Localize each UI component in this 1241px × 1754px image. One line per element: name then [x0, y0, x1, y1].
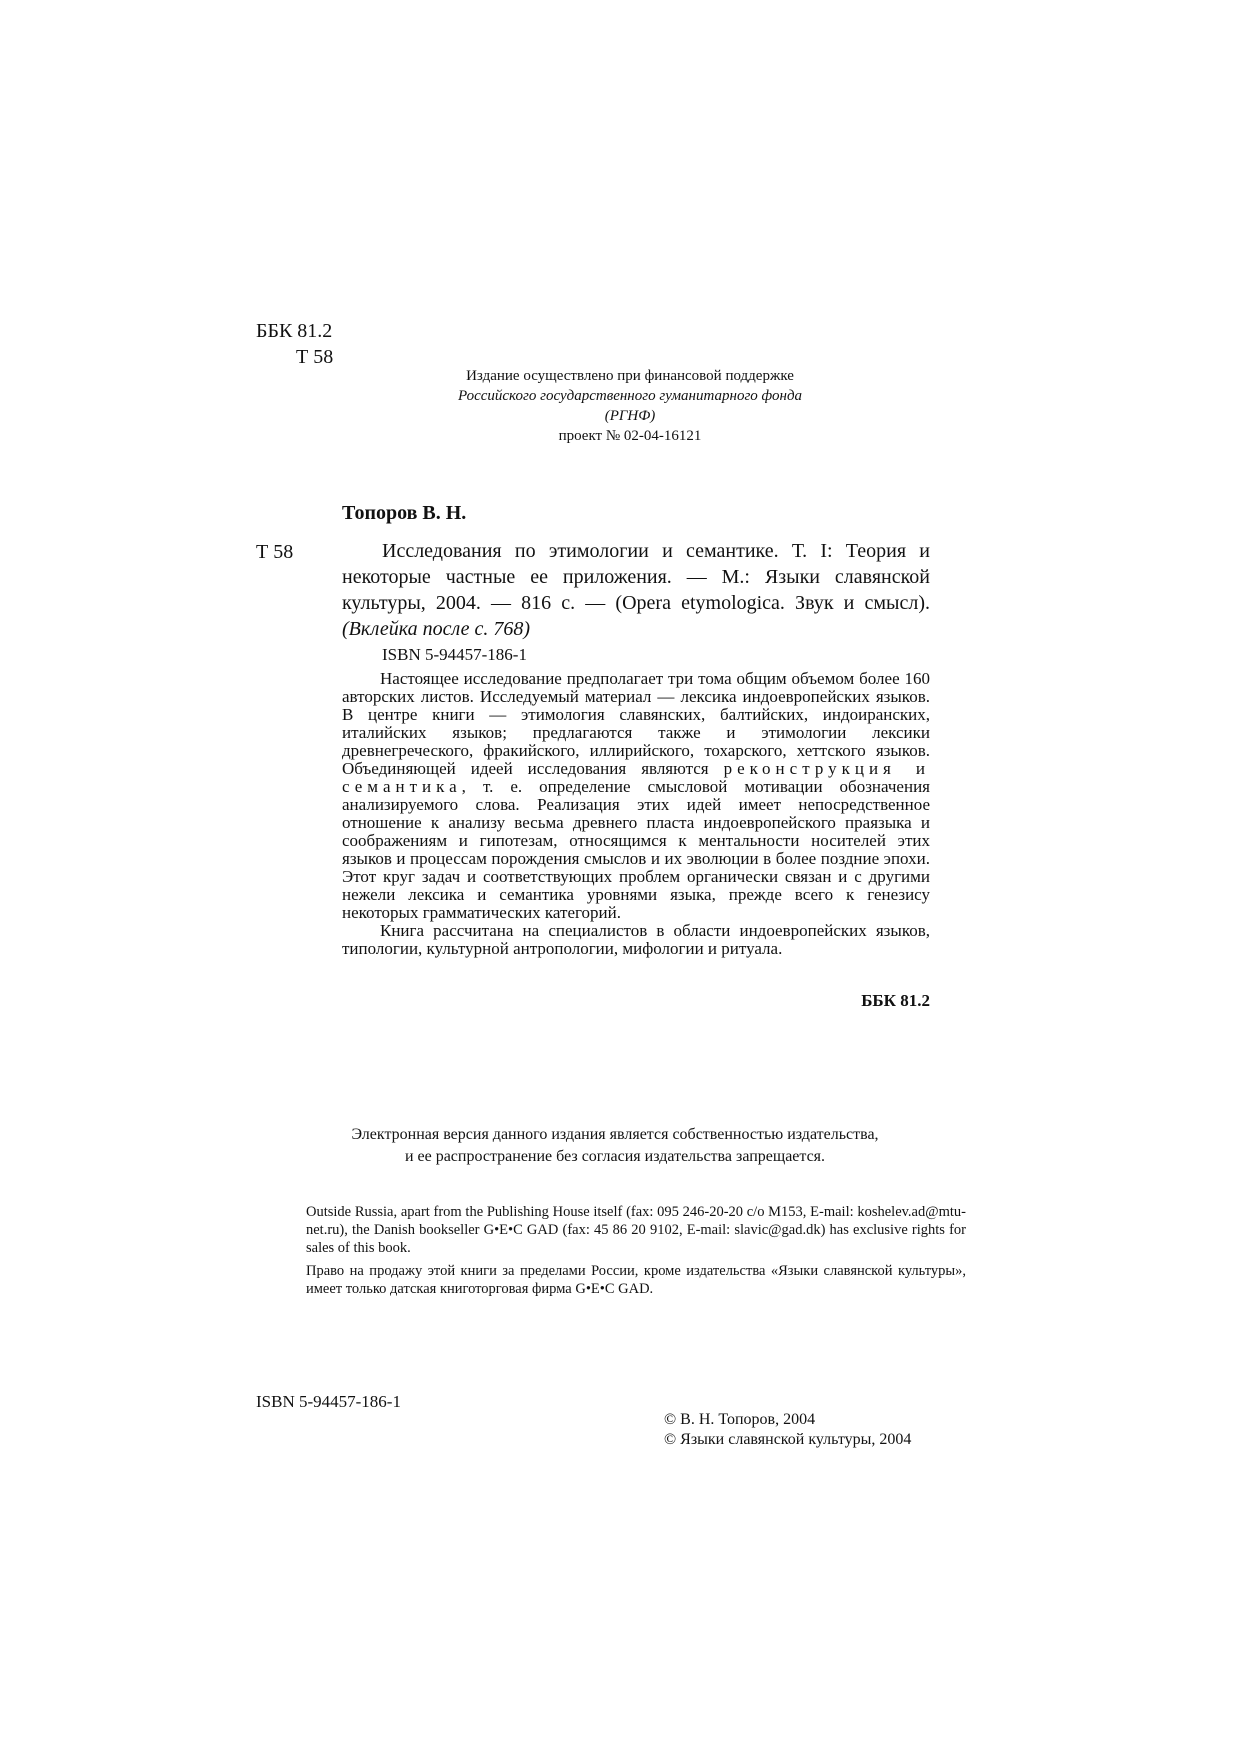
- notice-line-1: Электронная версия данного издания является собственностью издательства,: [351, 1126, 879, 1143]
- copyright-author: © В. Н. Топоров, 2004: [664, 1411, 816, 1428]
- insert-note: (Вклейка после с. 768): [342, 618, 531, 640]
- abstract-paragraph-2: Книга рассчитана на специалистов в области индоевропейских языков, типологии, культурной антропологии, мифологии и ритуала.: [342, 921, 930, 958]
- abstract: [342, 670, 930, 958]
- rights-english: Outside Russia, apart from the Publishing House itself (fax: 095 246-20-20 c/o M153, E-mail: koshelev.ad@mtu-net.ru), the Danish bookseller G•E•C GAD (fax: 45 86 20 9102, E-mail: slavic@gad.dk) has exclusive rights for sales of this book.: [306, 1204, 966, 1256]
- record-side-mark: Т 58: [256, 541, 294, 563]
- abstract-p1-text: Настоящее исследование предполагает три тома общим объемом более 160 авторских листов. Исследуемый материал — лексика индоевропейских языков. В центре книги — этимология славянских, балтийских, индоиранских, италийских языков; предлагаются также и этимологии лексики древнегреческого, фракийского, иллирийского, тохарского, хеттского языков. Объединяющей идеей исследования являются: [342, 669, 930, 778]
- bbk-code: ББК 81.2: [256, 320, 333, 342]
- sponsor-line-3: (РГНФ): [604, 408, 656, 424]
- rights-russian: Право на продажу этой книги за пределами России, кроме издательства «Языки славянской культуры», имеет только датская книготорговая фирма G•E•C GAD.: [306, 1263, 966, 1297]
- record-author: Топоров В. Н.: [342, 502, 467, 524]
- footer-isbn: ISBN 5-94457-186-1: [256, 1392, 401, 1411]
- catalog-codes: [256, 318, 333, 370]
- abstract-bbk: ББК 81.2: [861, 991, 930, 1010]
- notice-line-2: и ее распространение без согласия издательства запрещается.: [404, 1148, 826, 1165]
- copyright-publisher: © Языки славянской культуры, 2004: [664, 1431, 912, 1448]
- sponsor-line-2: Российского государственного гуманитарного фонда: [457, 388, 803, 404]
- bibliographic-description: [342, 538, 930, 642]
- sponsor-line-1: Издание осуществлено при финансовой поддержке: [466, 368, 794, 384]
- copyright-block: [664, 1410, 911, 1450]
- electronic-version-notice: [290, 1124, 940, 1168]
- abstract-paragraph-1: [342, 670, 930, 922]
- description-text: Исследования по этимологии и семантике. Т. I: Теория и некоторые частные ее приложения. — М.: Языки славянской культуры, 2004. — 816 с. — (Opera etymologica. Звук и смысл).: [342, 540, 930, 614]
- author-mark: Т 58: [296, 346, 334, 368]
- sponsor-line-4: проект № 02-04-16121: [558, 428, 702, 444]
- abstract-p1-continuation: , т. е. определение смысловой мотивации обозначения анализируемого слова. Реализация этих идей имеет непосредственное отношение к анализу весьма древнего пласта индоевропейского праязыка и соображениям и гипотезам, относящимся к ментальности носителей этих языков и процессам порождения смыслов и их эволюции в более поздние эпохи. Этот круг задач и соответствующих проблем органически связан и с другими нежели лексика и семантика уровнями языка, прежде всего к генезису некоторых грамматических категорий.: [342, 777, 930, 922]
- abstract-spaced-term: реконструкция и семантика: [342, 759, 930, 796]
- sponsorship-note: [380, 366, 880, 446]
- record-isbn: ISBN 5-94457-186-1: [382, 645, 527, 664]
